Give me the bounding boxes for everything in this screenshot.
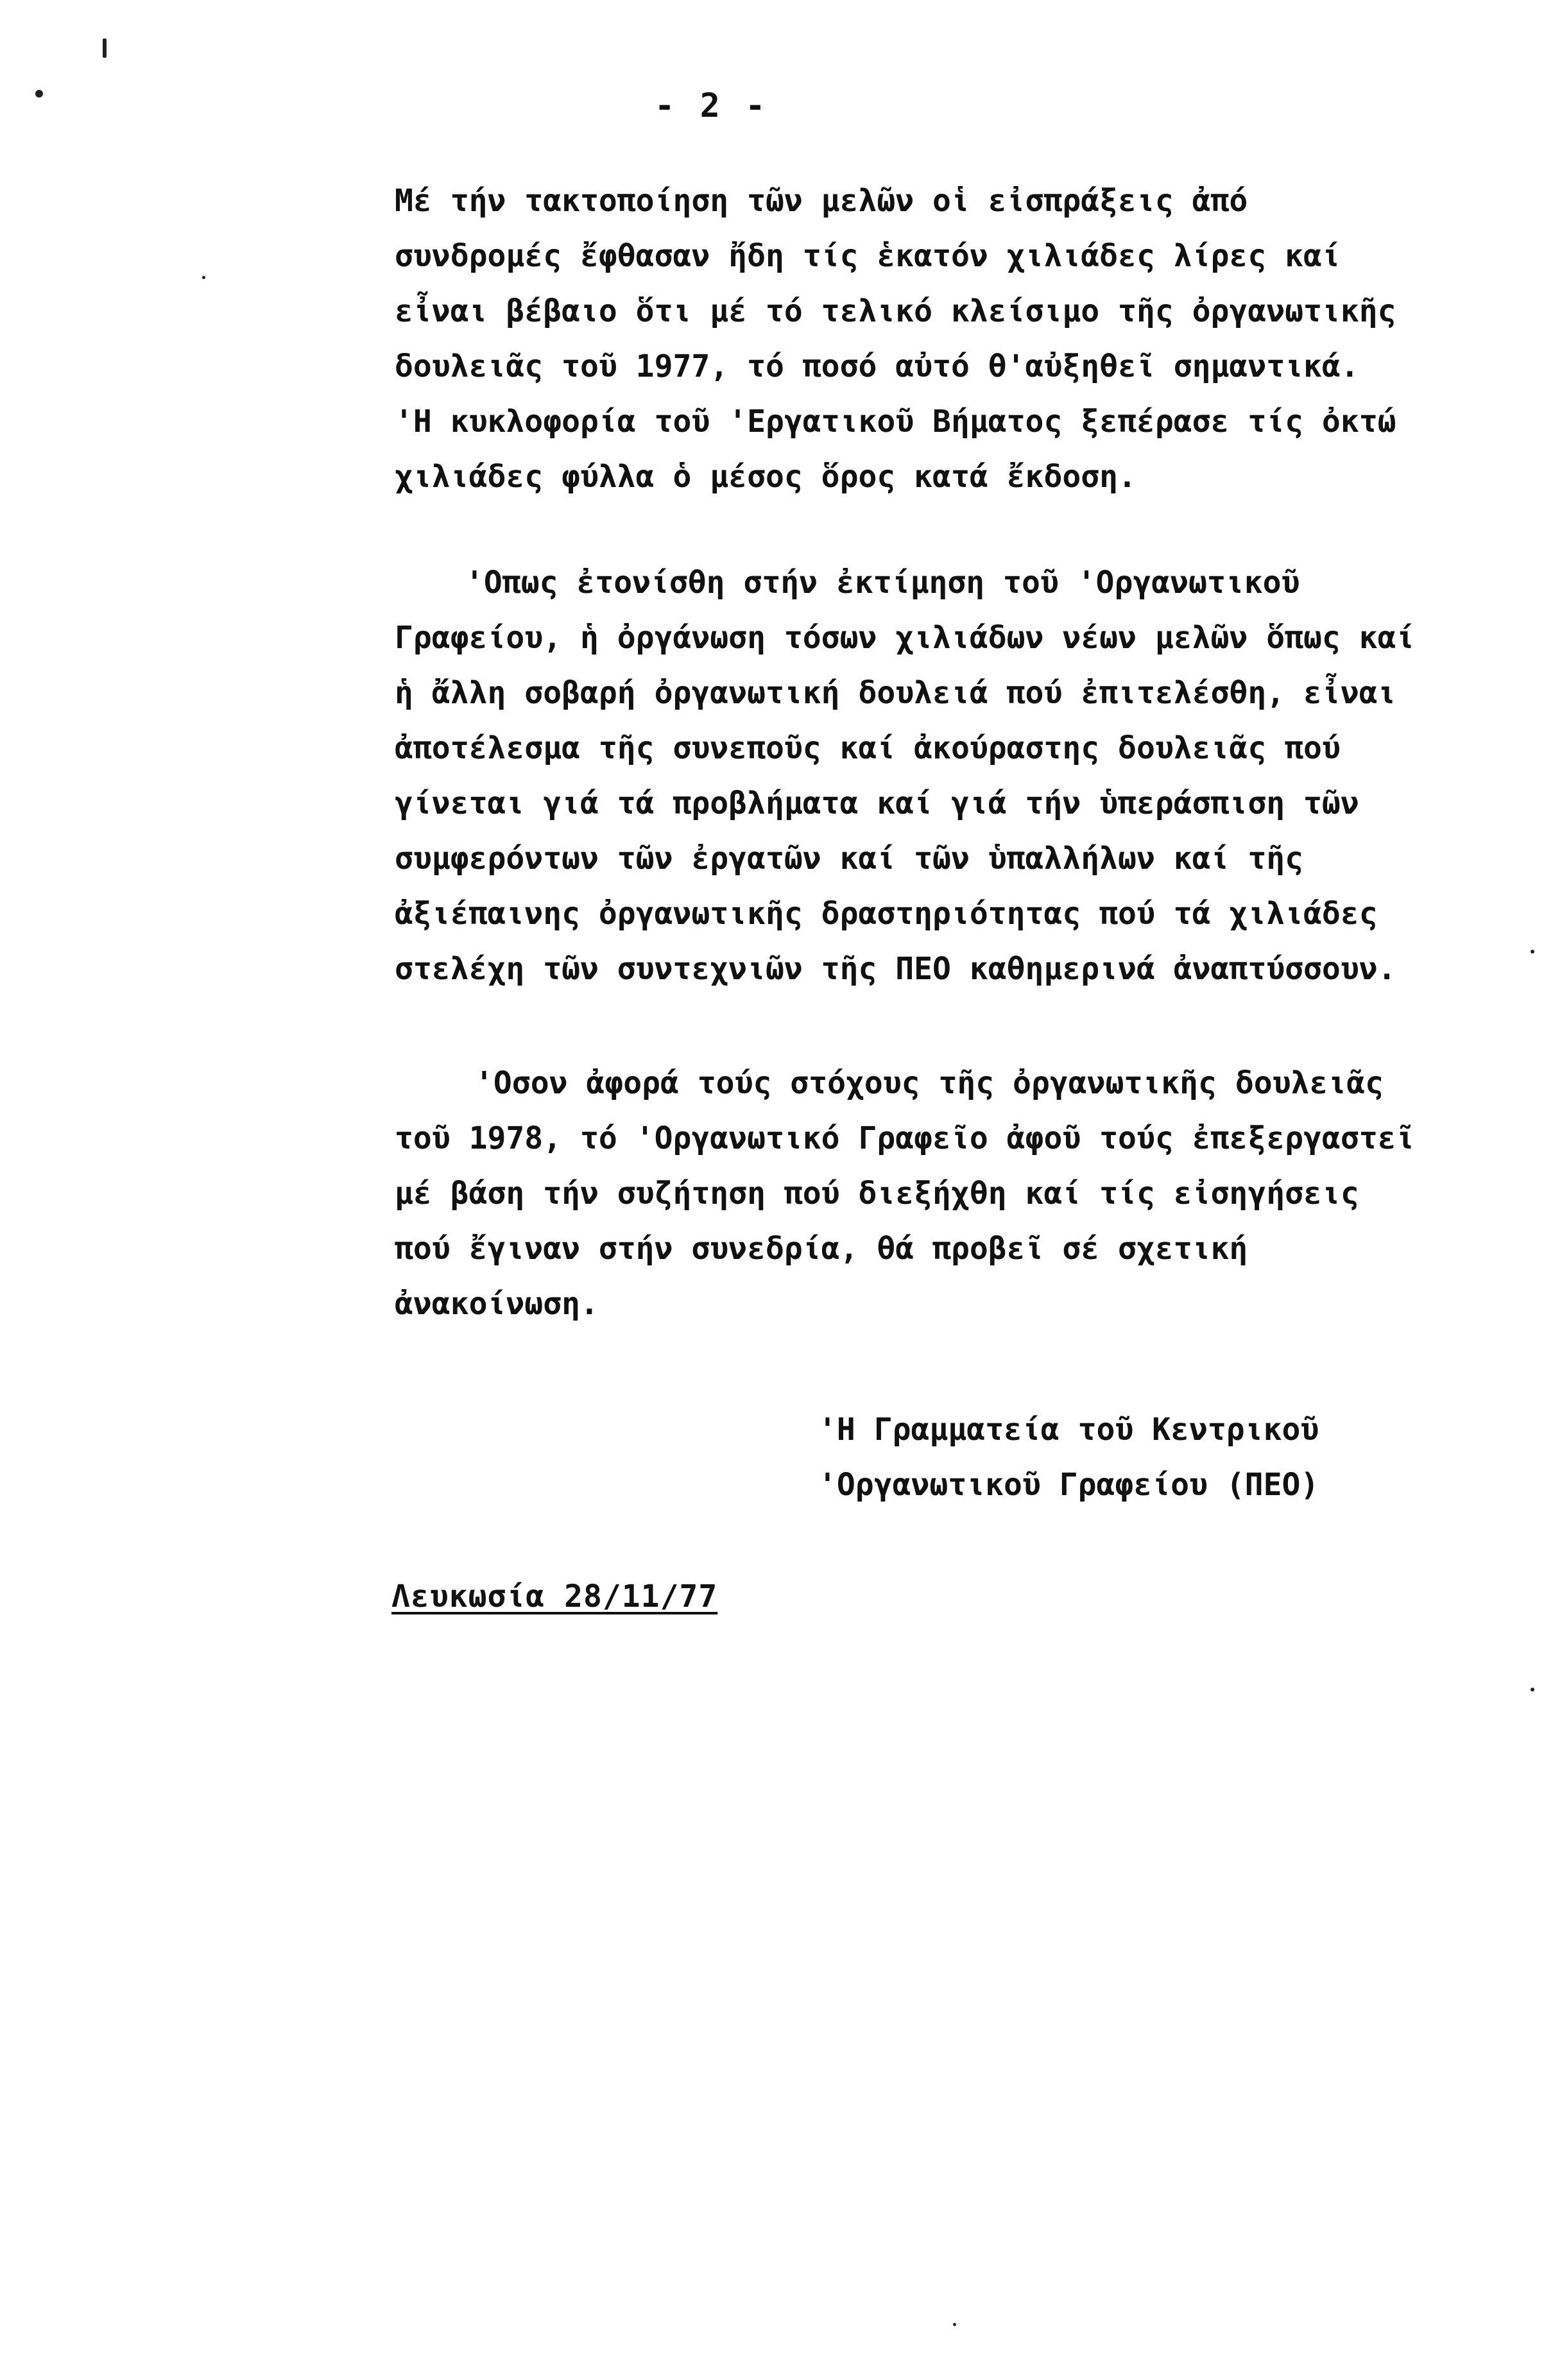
place-date: Λευκωσία 28/11/77	[391, 1579, 718, 1614]
scan-speck	[35, 90, 43, 98]
text-line: 'Οσον ἀφορά τούς στόχους τῆς ὀργανωτικῆς δουλειᾶς	[475, 1065, 1384, 1101]
page-number: - 2 -	[655, 87, 768, 125]
text-line: εἶναι βέβαιο ὅτι μέ τό τελικό κλείσιμο τῆς ὀργανωτικῆς	[395, 293, 1396, 329]
text-line: γίνεται γιά τά προβλήματα καί γιά τήν ὑπεράσπιση τῶν	[395, 785, 1359, 821]
signature-block	[818, 1402, 1319, 1512]
text-line: δουλειᾶς τοῦ 1977, τό ποσό αὐτό θ'αὐξηθεῖ σημαντικά.	[395, 348, 1359, 384]
paragraph-3	[395, 1056, 1447, 1331]
paragraph-1	[395, 173, 1447, 504]
signature-line-2: 'Οργανωτικοῦ Γραφείου (ΠΕΟ)	[818, 1467, 1319, 1503]
text-line: ἡ ἄλλη σοβαρή ὀργανωτική δουλειά πού ἐπιτελέσθη, εἶναι	[395, 675, 1396, 711]
text-line: συνδρομές ἔφθασαν ἤδη τίς ἑκατόν χιλιάδες λίρες καί	[395, 238, 1341, 274]
text-line: ἀνακοίνωση.	[395, 1286, 599, 1322]
scan-speck	[953, 2323, 956, 2326]
text-line: Γραφείου, ἡ ὀργάνωση τόσων χιλιάδων νέων μελῶν ὅπως καί	[395, 620, 1415, 656]
text-line: ἀποτέλεσμα τῆς συνεποῦς καί ἀκούραστης δουλειᾶς πού	[395, 730, 1341, 766]
text-line: χιλιάδες φύλλα ὁ μέσος ὅρος κατά ἔκδοση.	[395, 459, 1137, 495]
scan-speck	[103, 39, 107, 58]
scan-speck	[1531, 1688, 1534, 1691]
text-line: Μέ τήν τακτοποίηση τῶν μελῶν οἱ εἰσπράξεις ἀπό	[395, 183, 1248, 219]
text-line: 'Οπως ἐτονίσθη στήν ἐκτίμηση τοῦ 'Οργανωτικοῦ	[465, 565, 1300, 601]
text-line: ἀξιέπαινης ὀργανωτικῆς δραστηριότητας πού τά χιλιάδες	[395, 896, 1378, 932]
scan-speck	[1531, 950, 1534, 954]
text-line: συμφερόντων τῶν ἐργατῶν καί τῶν ὑπαλλήλων καί τῆς	[395, 841, 1304, 877]
scan-speck	[202, 276, 205, 279]
text-line: μέ βάση τήν συζήτηση πού διεξήχθη καί τίς εἰσηγήσεις	[395, 1176, 1359, 1211]
text-line: τοῦ 1978, τό 'Οργανωτικό Γραφεῖο ἀφοῦ τούς ἐπεξεργαστεῖ	[395, 1120, 1415, 1156]
text-line: πού ἔγιναν στήν συνεδρία, θά προβεῖ σέ σχετική	[395, 1231, 1248, 1267]
text-line: στελέχη τῶν συντεχνιῶν τῆς ΠΕΟ καθημερινά ἀναπτύσσουν.	[395, 951, 1396, 987]
signature-line-1: 'Η Γραμματεία τοῦ Κεντρικοῦ	[818, 1412, 1319, 1448]
text-line: 'Η κυκλοφορία τοῦ 'Εργατικοῦ Βήματος ξεπέρασε τίς ὀκτώ	[395, 404, 1396, 440]
paragraph-2	[395, 555, 1447, 997]
